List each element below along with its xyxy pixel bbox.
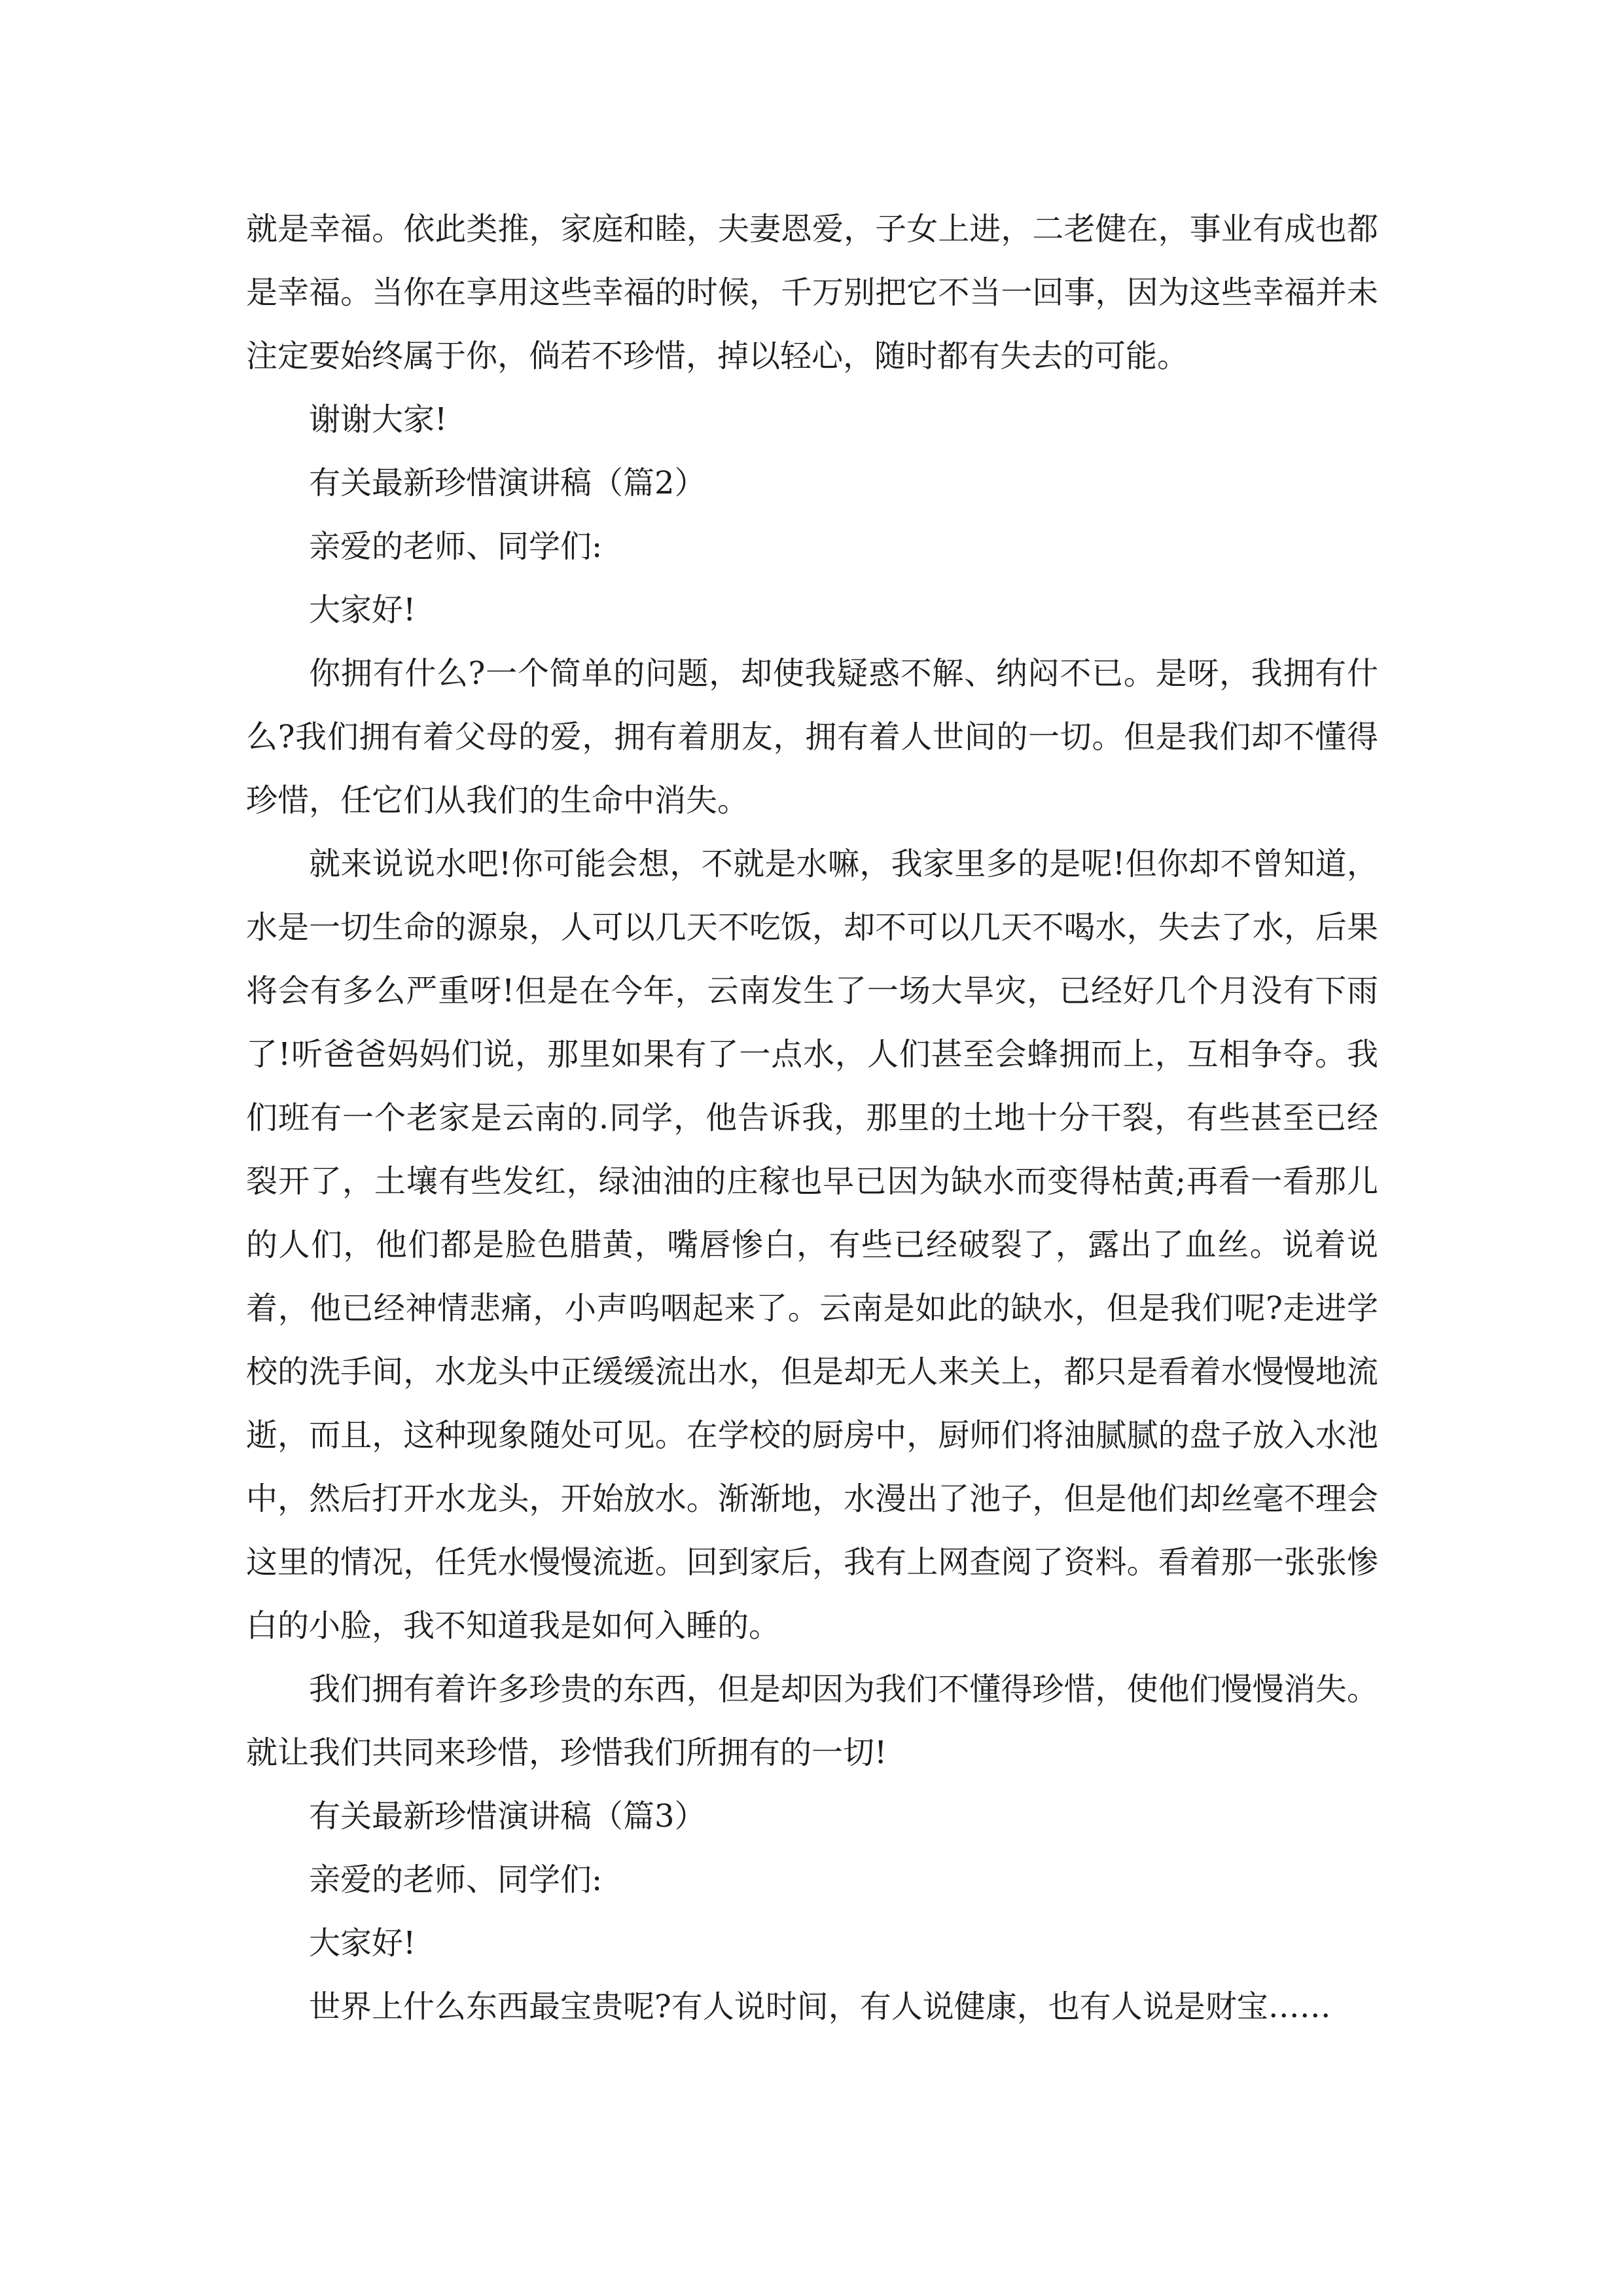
greeting: 大家好! [309,592,416,628]
paragraph: 世界上什么东西最宝贵呢?有人说时间，有人说健康，也有人说是财宝…… [309,1988,1331,2025]
closing-thanks: 谢谢大家! [309,401,448,438]
section-heading-2: 有关最新珍惜演讲稿（篇2） [309,465,706,501]
paragraph: 我们拥有着许多珍贵的东西，但是却因为我们不懂得珍惜，使他们慢慢消失。就让我们共同来珍惜，珍惜我们所拥有的一切! [246,1671,1378,1771]
paragraph: 你拥有什么?一个简单的问题，却使我疑惑不解、纳闷不已。是呀，我拥有什么?我们拥有着父母的爱，拥有着朋友，拥有着人世间的一切。但是我们却不懂得珍惜，任它们从我们的生命中消失。 [246,655,1378,819]
section-heading-3: 有关最新珍惜演讲稿（篇3） [309,1798,706,1835]
salutation: 亲爱的老师、同学们: [309,528,603,565]
paragraph-continued: 就是幸福。依此类推，家庭和睦，夫妻恩爱，子女上进，二老健在，事业有成也都是幸福。当你在享用这些幸福的时候，千万别把它不当一回事，因为这些幸福并未注定要始终属于你，倘若不珍惜，掉以轻心，随时都有失去的可能。 [246,211,1378,374]
paragraph: 就来说说水吧!你可能会想，不就是水嘛，我家里多的是呢!但你却不曾知道，水是一切生命的源泉，人可以几天不吃饭，却不可以几天不喝水，失去了水，后果将会有多么严重呀!但是在今年，云南发生了一场大旱灾，已经好几个月没有下雨了!听爸爸妈妈们说，那里如果有了一点水，人们甚至会蜂拥而上，互相争夺。我们班有一个老家是云南的.同学，他告诉我，那里的土地十分干裂，有些甚至已经裂开了，土壤有些发红，绿油油的庄稼也早已因为缺水而变得枯黄;再看一看那儿的人们，他们都是脸色腊黄，嘴唇惨白，有些已经破裂了，露出了血丝。说着说着，他已经神情悲痛，小声呜咽起来了。云南是如此的缺水，但是我们呢?走进学校的洗手间，水龙头中正缓缓流出水，但是却无人来关上，都只是看着水慢慢地流逝，而且，这种现象随处可见。在学校的厨房中，厨师们将油腻腻的盘子放入水池中，然后打开水龙头，开始放水。渐渐地，水漫出了池子，但是他们却丝毫不理会这里的情况，任凭水慢慢流逝。回到家后，我有上网查阅了资料。看着那一张张惨白的小脸，我不知道我是如何入睡的。 [246,846,1378,1644]
document-body [246,198,1378,2039]
greeting: 大家好! [309,1925,416,1962]
salutation: 亲爱的老师、同学们: [309,1861,603,1898]
